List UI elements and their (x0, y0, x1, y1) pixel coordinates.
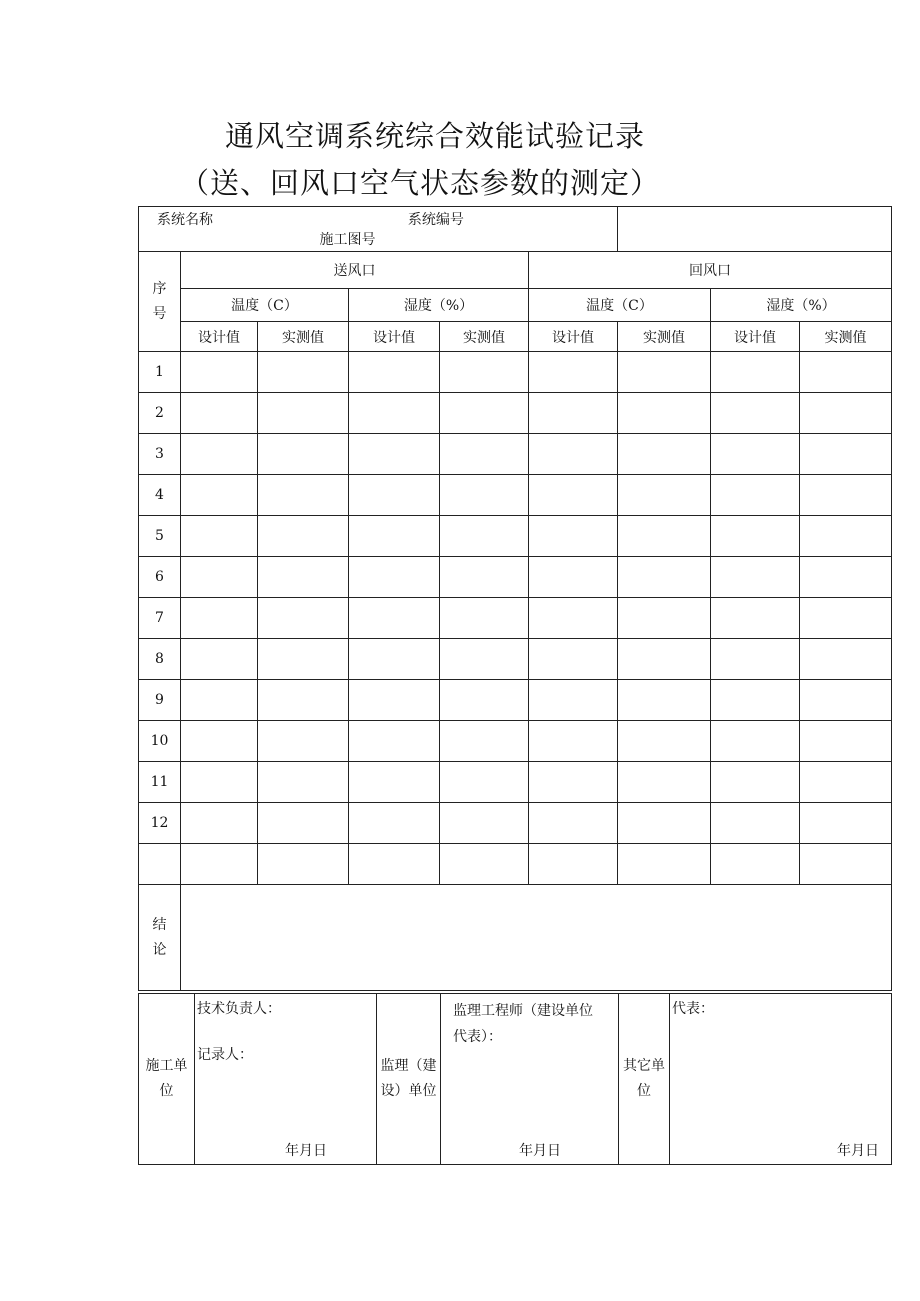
seq-header-line1: 序 (152, 280, 167, 297)
value-cell[interactable] (440, 680, 529, 721)
drawing-number-value (618, 207, 892, 252)
value-cell[interactable] (711, 393, 800, 434)
value-cell[interactable] (258, 598, 349, 639)
table-row (139, 598, 892, 639)
value-cell[interactable] (181, 844, 258, 885)
return-outlet-header: 回风口 (529, 252, 892, 289)
value-cell[interactable] (181, 352, 258, 393)
row-number: 1 (139, 352, 181, 393)
supervision-unit-line2: 设）单位 (380, 1083, 437, 1099)
value-cell[interactable] (800, 680, 892, 721)
conclusion-label-line2: 论 (152, 941, 167, 958)
supply-temp-header: 温度（C） (181, 289, 349, 322)
value-cell[interactable] (349, 434, 440, 475)
row-number (139, 844, 181, 885)
supply-humidity-header: 湿度（%） (349, 289, 529, 322)
value-cell[interactable] (711, 721, 800, 762)
value-cell[interactable] (258, 680, 349, 721)
conclusion-label (139, 885, 181, 991)
system-number-label: 系统编号 (407, 212, 464, 228)
measured-value-header: 实测值 (440, 322, 529, 352)
value-cell[interactable] (800, 352, 892, 393)
value-cell[interactable] (800, 516, 892, 557)
signature-table (138, 993, 892, 1165)
value-cell[interactable] (440, 557, 529, 598)
system-info-row (139, 207, 892, 252)
value-cell[interactable] (711, 434, 800, 475)
value-cell[interactable] (349, 352, 440, 393)
return-temp-header: 温度（C） (529, 289, 711, 322)
page-title: 通风空调系统综合效能试验记录 (224, 119, 645, 153)
table-row (139, 639, 892, 680)
value-cell[interactable] (349, 803, 440, 844)
supply-outlet-header: 送风口 (181, 252, 529, 289)
value-cell[interactable] (440, 639, 529, 680)
value-cell[interactable] (529, 639, 618, 680)
row-number: 12 (139, 803, 181, 844)
row-number: 6 (139, 557, 181, 598)
recorder-label: 记录人： (197, 1047, 253, 1063)
table-row (139, 680, 892, 721)
value-cell[interactable] (440, 803, 529, 844)
conclusion-field (181, 885, 892, 991)
value-cell[interactable] (618, 475, 711, 516)
supervisor-label (453, 998, 593, 1050)
value-cell[interactable] (258, 434, 349, 475)
measured-value-header: 实测值 (258, 322, 349, 352)
table-row (139, 803, 892, 844)
value-cell[interactable] (258, 352, 349, 393)
table-row (139, 393, 892, 434)
table-row (139, 557, 892, 598)
table-row (139, 844, 892, 885)
value-cell[interactable] (440, 475, 529, 516)
value-cell[interactable] (181, 721, 258, 762)
value-cell[interactable] (181, 475, 258, 516)
value-cell[interactable] (800, 434, 892, 475)
value-cell[interactable] (258, 803, 349, 844)
value-cell[interactable] (440, 762, 529, 803)
tech-lead-label: 技术负责人： (197, 1001, 281, 1017)
value-cell[interactable] (800, 639, 892, 680)
row-number: 10 (139, 721, 181, 762)
supervisor-label-line2: 代表）： (453, 1029, 502, 1045)
table-row (139, 434, 892, 475)
value-cell[interactable] (258, 516, 349, 557)
seq-header (139, 252, 181, 352)
construction-date: 年月日 (285, 1143, 327, 1159)
measured-value-header: 实测值 (800, 322, 892, 352)
design-value-header: 设计值 (181, 322, 258, 352)
value-cell[interactable] (618, 803, 711, 844)
value-cell[interactable] (181, 803, 258, 844)
supervision-date: 年月日 (519, 1143, 561, 1159)
value-cell[interactable] (440, 844, 529, 885)
value-cell[interactable] (349, 680, 440, 721)
value-cell[interactable] (349, 639, 440, 680)
value-cell[interactable] (349, 516, 440, 557)
conclusion-row (139, 885, 892, 991)
value-cell[interactable] (529, 803, 618, 844)
value-cell[interactable] (181, 639, 258, 680)
other-unit-line2: 位 (637, 1083, 651, 1099)
value-cell[interactable] (618, 516, 711, 557)
value-cell[interactable] (440, 721, 529, 762)
supervision-unit-label (377, 994, 441, 1165)
value-cell[interactable] (181, 598, 258, 639)
value-cell[interactable] (181, 557, 258, 598)
value-cell[interactable] (800, 721, 892, 762)
value-cell[interactable] (711, 475, 800, 516)
row-number: 11 (139, 762, 181, 803)
value-cell[interactable] (349, 762, 440, 803)
design-value-header: 设计值 (349, 322, 440, 352)
value-cell[interactable] (618, 434, 711, 475)
value-cell[interactable] (529, 434, 618, 475)
value-cell[interactable] (349, 721, 440, 762)
value-cell[interactable] (800, 762, 892, 803)
table-row (139, 721, 892, 762)
measured-value-header: 实测值 (618, 322, 711, 352)
construction-unit-label (139, 994, 195, 1165)
value-cell[interactable] (529, 557, 618, 598)
value-cell[interactable] (711, 598, 800, 639)
value-cell[interactable] (440, 434, 529, 475)
conclusion-label-line1: 结 (152, 916, 167, 933)
other-date: 年月日 (837, 1143, 879, 1159)
row-number: 2 (139, 393, 181, 434)
construction-signature-cell (195, 994, 377, 1165)
value-cell[interactable] (711, 680, 800, 721)
value-cell[interactable] (711, 516, 800, 557)
value-cell[interactable] (618, 639, 711, 680)
value-cell[interactable] (711, 352, 800, 393)
measurement-table (138, 206, 892, 991)
value-cell[interactable] (618, 352, 711, 393)
value-cell[interactable] (711, 557, 800, 598)
value-cell[interactable] (711, 762, 800, 803)
value-cell[interactable] (440, 393, 529, 434)
value-cell[interactable] (440, 598, 529, 639)
value-cell[interactable] (618, 598, 711, 639)
value-cell[interactable] (349, 844, 440, 885)
value-cell[interactable] (711, 639, 800, 680)
table-row (139, 762, 892, 803)
value-cell[interactable] (349, 475, 440, 516)
row-number: 8 (139, 639, 181, 680)
value-cell[interactable] (258, 475, 349, 516)
value-cell[interactable] (529, 393, 618, 434)
value-cell[interactable] (529, 352, 618, 393)
supervision-signature-cell (441, 994, 619, 1165)
construction-unit-line2: 位 (159, 1083, 174, 1099)
value-cell[interactable] (529, 475, 618, 516)
representative-label: 代表： (672, 1001, 714, 1017)
value-cell[interactable] (529, 516, 618, 557)
value-cell[interactable] (618, 557, 711, 598)
other-signature-cell (670, 994, 892, 1165)
value-cell[interactable] (258, 557, 349, 598)
row-number: 7 (139, 598, 181, 639)
value-cell[interactable] (529, 721, 618, 762)
value-cell[interactable] (258, 762, 349, 803)
value-cell[interactable] (349, 557, 440, 598)
value-cell[interactable] (529, 762, 618, 803)
value-cell[interactable] (529, 844, 618, 885)
other-unit-line1: 其它单 (623, 1058, 665, 1074)
value-cell[interactable] (618, 844, 711, 885)
table-row (139, 516, 892, 557)
seq-header-line2: 号 (152, 305, 167, 322)
value-cell[interactable] (529, 680, 618, 721)
value-cell[interactable] (800, 803, 892, 844)
row-number: 4 (139, 475, 181, 516)
drawing-number-label: 施工图号 (319, 232, 376, 248)
value-cell[interactable] (800, 393, 892, 434)
value-cell[interactable] (440, 516, 529, 557)
value-cell[interactable] (181, 393, 258, 434)
value-cell[interactable] (181, 762, 258, 803)
value-cell[interactable] (258, 721, 349, 762)
value-cell[interactable] (800, 475, 892, 516)
system-info-cell (139, 207, 618, 252)
value-cell[interactable] (800, 557, 892, 598)
return-humidity-header: 湿度（%） (711, 289, 892, 322)
row-number: 5 (139, 516, 181, 557)
value-cell[interactable] (181, 516, 258, 557)
row-number: 3 (139, 434, 181, 475)
value-cell[interactable] (181, 680, 258, 721)
value-cell[interactable] (181, 434, 258, 475)
system-name-label: 系统名称 (157, 212, 213, 228)
table-row (139, 475, 892, 516)
design-value-header: 设计值 (711, 322, 800, 352)
value-cell[interactable] (800, 598, 892, 639)
value-cell[interactable] (711, 803, 800, 844)
value-cell[interactable] (618, 762, 711, 803)
value-cell[interactable] (349, 393, 440, 434)
page-subtitle: （送、回风口空气状态参数的测定） (179, 166, 660, 200)
supervisor-label-line1: 监理工程师（建设单位 (453, 1003, 593, 1019)
value-cell[interactable] (618, 721, 711, 762)
table-row (139, 352, 892, 393)
value-cell[interactable] (258, 639, 349, 680)
value-cell[interactable] (618, 680, 711, 721)
value-cell[interactable] (711, 844, 800, 885)
row-number: 9 (139, 680, 181, 721)
other-unit-label (619, 994, 670, 1165)
design-value-header: 设计值 (529, 322, 618, 352)
value-cell[interactable] (349, 598, 440, 639)
value-cell[interactable] (800, 844, 892, 885)
value-cell[interactable] (618, 393, 711, 434)
supervision-unit-line1: 监理（建 (380, 1058, 437, 1074)
value-cell[interactable] (258, 844, 349, 885)
value-cell[interactable] (440, 352, 529, 393)
construction-unit-line1: 施工单 (145, 1058, 188, 1074)
value-cell[interactable] (258, 393, 349, 434)
value-cell[interactable] (529, 598, 618, 639)
